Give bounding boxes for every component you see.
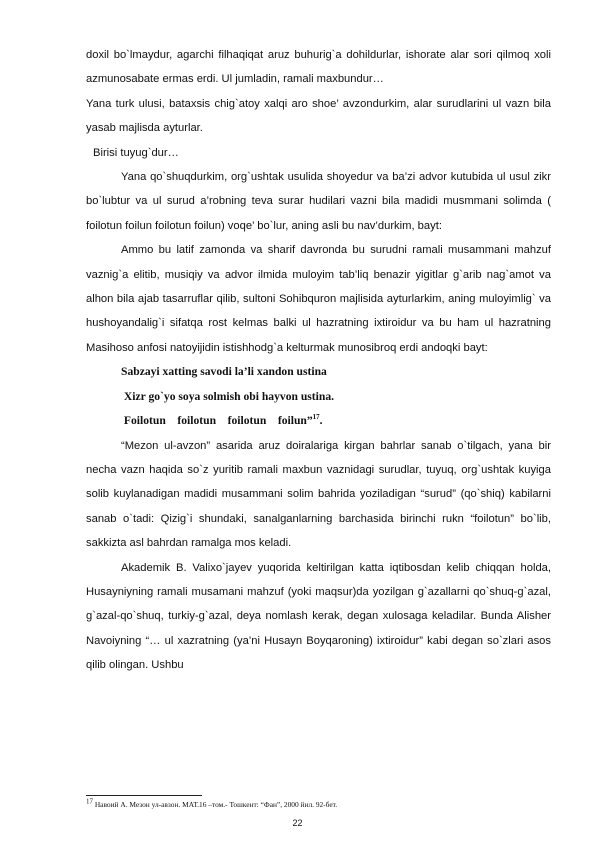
paragraph-1: doxil bo`lmaydur, agarchi filhaqiqat aruz buhurig`a dohildurlar, ishorate alar sori qilmoq xoli azmunosabate ermas erdi. Ul jumladin, ramali maxbundur…	[86, 49, 551, 86]
paragraph-2: Yana turk ulusi, bataxsis chig`atoy xalqi aro shoe’ avzondurkim, alar surudlarini ul vazn bila yasab majlisda ayturlar.	[86, 97, 551, 135]
poem-line-1: Sabzayi xatting savodi la’li xandon ustina	[121, 365, 327, 379]
footnote	[86, 797, 338, 810]
poem-line-3-end: .	[319, 414, 323, 428]
paragraph-4: Yana qo`shuqdurkim, org`ushtak usulida shoyedur va ba’zi advor kutubida ul usul zikr bo`lubtur va ul surud a’robning teva surar hudilari vazni bila madidi musmmani solimda ( foilotun foilun foilotun foilun) voqe’ bo`lur, aning asli bu nav’durkim, bayt:	[86, 171, 551, 232]
footnote-text: Навоий А. Мезон ул-авзон. МАТ.16 –том.- Тошкент: “Фан”, 2000 йил. 92-бет.	[93, 800, 338, 809]
paragraph-6: “Mezon ul-avzon” asarida aruz doiralariga kirgan bahrlar sanab o`tilgach, yana bir necha vazn haqida so`z yuritib ramali maxbun vaznidagi surudlar, tuyuq, org`ushtak kuyiga solib kuylanadigan madidi musammani solim bahrida yoziladigan “surud” (qo`shiq) kabilarni sanab o`tadi: Qizig`i shundaki, sanalganlarning barchasida birinchi rukn “foilotun” bo`lib, sakkizta asl bahrdan ramalga mos keladi.	[86, 439, 551, 550]
poem-line-3	[86, 409, 551, 433]
footnote-separator	[86, 795, 202, 796]
paragraph-3-text: Birisi tuyug`dur…	[93, 146, 179, 159]
footnote-marker: 17	[86, 797, 93, 806]
paragraph-7: Akademik B. Valixo`jayev yuqorida keltirilgan katta iqtibosdan kelib chiqqan holda, Husayniyning ramali musamani mahzuf (yoki maqsur)da yozilgan g`azallarni qo`shuq-g`azal, g`azal-qo`shuq, turkiy-g`azal, deya nomlash kerak, degan xulosaga keladilar. Bunda Alisher Navoiyning “… ul xazratning (ya’ni Husayn Boyqaroning) ixtiroidur” kabi degan so`zlari asos qilib olingan. Ushbu	[86, 561, 551, 672]
poem-line-3-text: Foilotun foilotun foilotun foilun”	[121, 414, 313, 428]
poem-line-2: Xizr go`yo soya solmish obi hayvon ustina.	[121, 389, 335, 403]
paragraph-5: Ammo bu latif zamonda va sharif davronda bu surudni ramali musammani mahzuf vaznig`a elitib, musiqiy va advor ilmida muloyim tab’liq benazir yigitlar g`arib nag`amot va alhon bila ajab tasarruflar qilib, sultoni Sohibquron majlisida ayturlarkim, aning muloyimlig` va hushoyandalig`i sifatqa rost kelmas balki ul hazratning ixtiroidur va bu ham ul hazratning Masihoso anfosi natoyijidin istishhodg`a kelturmak munosibroq erdi andoqki bayt:	[86, 244, 551, 354]
paragraph-3	[86, 141, 551, 165]
page-number: 22	[292, 818, 303, 828]
footnote-reference: 17	[312, 413, 320, 422]
body-text	[86, 43, 551, 678]
